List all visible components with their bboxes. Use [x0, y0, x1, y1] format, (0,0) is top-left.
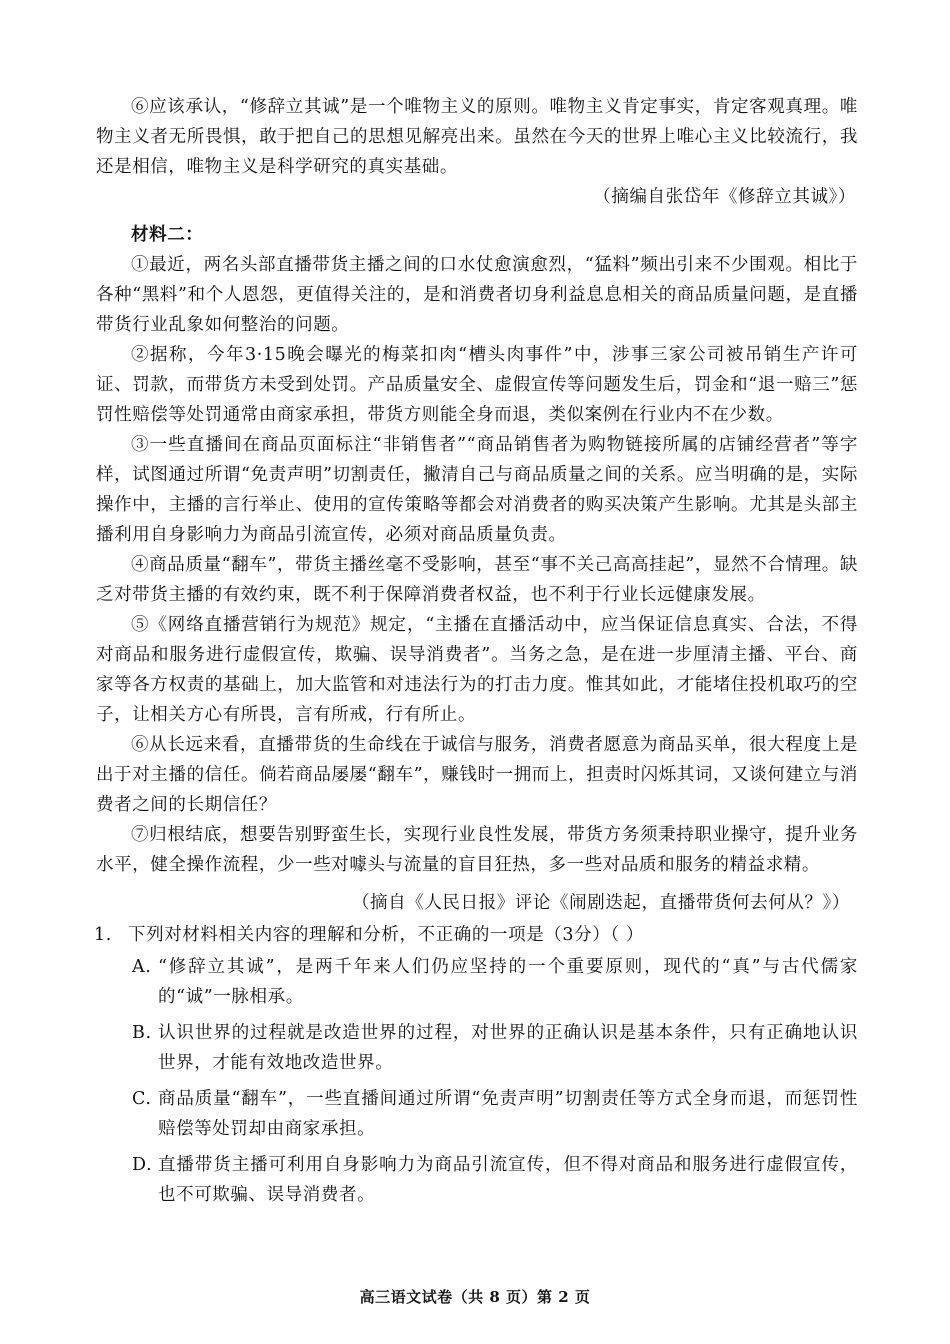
- material1-source: （摘编自张岱年《修辞立其诚》）: [593, 187, 856, 207]
- option-d: [132, 1150, 858, 1210]
- material2-title: 材料二：: [131, 225, 204, 245]
- option-c-text: 商品质量“翻车”，一些直播间通过所谓“免责声明”切割责任等方式全身而退，而惩罚性赔偿等处罚却由商家承担。: [158, 1089, 858, 1139]
- page-content: [96, 92, 858, 1216]
- option-b: [132, 1018, 858, 1078]
- option-a-text: “修辞立其诚”，是两千年来人们仍应坚持的一个重要原则，现代的“真”与古代儒家的“诚”一脉相承。: [158, 957, 858, 1007]
- material2-paragraph-5: ⑤《网络直播营销行为规范》规定，“主播在直播活动中，应当保证信息真实、合法，不得对商品和服务进行虚假宣传，欺骗、误导消费者”。当务之急，是在进一步厘清主播、平台、商家等各方权责的基础上，加大监管和对违法行为的打击力度。惟其如此，才能堵住投机取巧的空子，让相关方心有所畏，言有所戒，行有所止。: [96, 615, 858, 725]
- option-b-letter: B.: [132, 1023, 152, 1043]
- option-b-text: 认识世界的过程就是改造世界的过程，对世界的正确认识是基本条件，只有正确地认识世界，才能有效地改造世界。: [158, 1023, 858, 1073]
- option-d-text: 直播带货主播可利用自身影响力为商品引流宣传，但不得对商品和服务进行虚假宣传，也不可欺骗、误导消费者。: [158, 1155, 858, 1205]
- material2-paragraph-4: ④商品质量“翻车”，带货主播丝毫不受影响，甚至“事不关己高高挂起”，显然不合情理。缺乏对带货主播的有效约束，既不利于保障消费者权益，也不利于行业长远健康发展。: [96, 555, 858, 605]
- material1-paragraph-6: ⑥应该承认，“修辞立其诚”是一个唯物主义的原则。唯物主义肯定事实，肯定客观真理。唯物主义者无所畏惧，敢于把自己的思想见解亮出来。虽然在今天的世界上唯心主义比较流行，我还是相信，唯物主义是科学研究的真实基础。: [96, 97, 858, 177]
- material2-paragraph-2: ②据称，今年3·15晚会曝光的梅菜扣肉“槽头肉事件”中，涉事三家公司被吊销生产许可证、罚款，而带货方未受到处罚。产品质量安全、虚假宣传等问题发生后，罚金和“退一赔三”惩罚性赔偿等处罚通常由商家承担，带货方则能全身而退，类似案例在行业内不在少数。: [96, 345, 858, 425]
- option-c: [132, 1084, 858, 1144]
- material2-paragraph-3: ③一些直播间在商品页面标注“非销售者”“商品销售者为购物链接所属的店铺经营者”等字样，试图通过所谓“免责声明”切割责任，撇清自己与商品质量之间的关系。应当明确的是，实际操作中，主播的言行举止、使用的宣传策略等都会对消费者的购买决策产生影响。尤其是头部主播利用自身影响力为商品引流宣传，必须对商品质量负责。: [96, 435, 858, 545]
- question-1: [96, 920, 858, 950]
- question-1-stem: 下列对材料相关内容的理解和分析，不正确的一项是（3分）（ ）: [128, 925, 644, 945]
- question-1-options: [132, 952, 858, 1210]
- option-a: [132, 952, 858, 1012]
- material2-source: （摘自《人民日报》评论《闹剧迭起，直播带货何去何从？》）: [351, 893, 850, 913]
- material2-paragraph-6: ⑥从长远来看，直播带货的生命线在于诚信与服务，消费者愿意为商品买单，很大程度上是出于对主播的信任。倘若商品屡屡“翻车”，赚钱时一拥而上，担责时闪烁其词，又谈何建立与消费者之间的长期信任？: [96, 735, 858, 815]
- material2-paragraph-1: ①最近，两名头部直播带货主播之间的口水仗愈演愈烈，“猛料”频出引来不少围观。相比于各种“黑料”和个人恩怨，更值得关注的，是和消费者切身利益息息相关的商品质量问题，是直播带货行业乱象如何整治的问题。: [96, 255, 858, 335]
- material2-paragraph-7: ⑦归根结底，想要告别野蛮生长，实现行业良性发展，带货方务须秉持职业操守，提升业务水平，健全操作流程，少一些对噱头与流量的盲目狂热，多一些对品质和服务的精益求精。: [96, 825, 858, 875]
- page-footer: 高三语文试卷（共 8 页）第 2 页: [359, 1288, 591, 1306]
- option-d-letter: D.: [132, 1155, 153, 1175]
- option-c-letter: C.: [132, 1089, 152, 1109]
- question-1-number: 1.: [94, 925, 112, 945]
- option-a-letter: A.: [132, 957, 152, 977]
